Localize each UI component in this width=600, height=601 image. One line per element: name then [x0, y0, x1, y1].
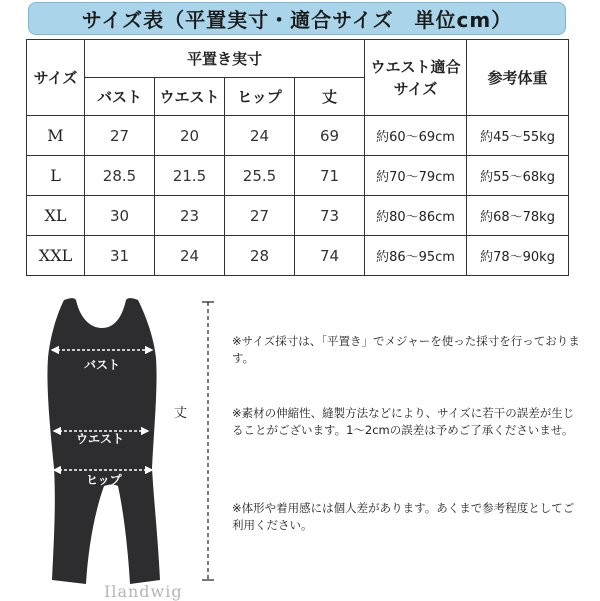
length-cell: 71 — [295, 156, 365, 196]
weight-cell: 約45〜55kg — [467, 116, 569, 156]
bust-cell: 27 — [85, 116, 155, 156]
waist-cell: 24 — [155, 236, 225, 276]
note-tolerance: ※素材の伸縮性、縫製方法などにより、サイズに若干の誤差が生じることがございます。1〜2cmの誤差は予めご了承くださいませ。 — [232, 406, 575, 437]
length-cell: 73 — [295, 196, 365, 236]
weight-cell: 約68〜78kg — [467, 196, 569, 236]
hip-cell: 24 — [225, 116, 295, 156]
hip-cell: 25.5 — [225, 156, 295, 196]
table-header-row — [27, 40, 569, 78]
waist-fit-cell: 約86〜95cm — [365, 236, 467, 276]
brand-watermark: Ilandwig — [104, 582, 183, 601]
waist-header: ウエスト — [155, 78, 225, 116]
table-row — [27, 156, 569, 196]
size-cell: XL — [27, 196, 85, 236]
waist-label: ウエスト — [76, 432, 125, 446]
bust-cell: 30 — [85, 196, 155, 236]
size-chart-title: サイズ表（平置実寸・適合サイズ 単位cm） — [28, 2, 566, 35]
bust-cell: 28.5 — [85, 156, 155, 196]
hip-header: ヒップ — [225, 78, 295, 116]
size-cell: L — [27, 156, 85, 196]
waist-cell: 23 — [155, 196, 225, 236]
length-header: 丈 — [295, 78, 365, 116]
weight-cell: 約55〜68kg — [467, 156, 569, 196]
bust-label: バスト — [84, 358, 121, 372]
waist-cell: 21.5 — [155, 156, 225, 196]
weight-header: 参考体重 — [467, 40, 569, 116]
size-cell: M — [27, 116, 85, 156]
length-label: 丈 — [174, 406, 188, 421]
bust-header: バスト — [85, 78, 155, 116]
size-table — [26, 39, 569, 276]
length-cell: 69 — [295, 116, 365, 156]
size-cell: XXL — [27, 236, 85, 276]
bust-cell: 31 — [85, 236, 155, 276]
hip-cell: 28 — [225, 236, 295, 276]
weight-cell: 約78〜90kg — [467, 236, 569, 276]
waist-cell: 20 — [155, 116, 225, 156]
table-row — [27, 236, 569, 276]
waist-fit-cell: 約80〜86cm — [365, 196, 467, 236]
waist-fit-cell: 約60〜69cm — [365, 116, 467, 156]
hip-cell: 27 — [225, 196, 295, 236]
waist-fit-header-text: ウエスト適合サイズ — [370, 57, 461, 98]
waist-fit-header — [365, 40, 467, 116]
note-fit: ※体形や着用感には個人差があります。あくまで参考程度としてご利用ください。 — [232, 501, 575, 532]
table-row — [27, 116, 569, 156]
flat-measure-header: 平置き実寸 — [85, 40, 365, 78]
table-row — [27, 196, 569, 236]
length-cell: 74 — [295, 236, 365, 276]
hip-label: ヒップ — [86, 473, 122, 487]
note-measurement: ※サイズ採寸は、「平置き」でメジャーを使った採寸を行っております。 — [232, 334, 580, 365]
garment-illustration — [30, 288, 230, 600]
size-header: サイズ — [27, 40, 85, 116]
waist-fit-cell: 約70〜79cm — [365, 156, 467, 196]
